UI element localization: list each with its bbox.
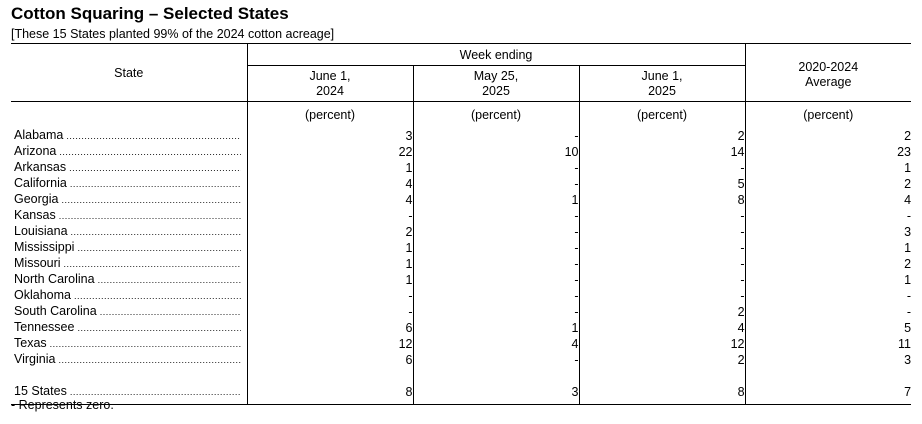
table-row [11, 240, 911, 256]
col-may-2025-header [413, 66, 579, 102]
dot-leader [58, 353, 240, 368]
value-cell: 2 [745, 128, 911, 144]
value-cell: 1 [745, 272, 911, 288]
col-june-2024-line-2: 2024 [316, 83, 344, 98]
state-name: 15 States [14, 384, 67, 398]
dot-leader [70, 177, 241, 192]
state-label-wrap [11, 240, 247, 256]
value-cell: 5 [745, 320, 911, 336]
table-row [11, 208, 911, 224]
value-cell: - [247, 208, 413, 224]
state-label-wrap [11, 304, 247, 320]
state-name: Arizona [14, 144, 57, 158]
state-name: Oklahoma [14, 288, 71, 302]
state-label-wrap [11, 144, 247, 160]
value-cell: 11 [745, 336, 911, 352]
col-june-2024-header [247, 66, 413, 102]
value-cell: - [579, 240, 745, 256]
value-cell: 4 [413, 336, 579, 352]
state-name: Georgia [14, 192, 59, 206]
page-title: Cotton Squaring – Selected States [11, 4, 289, 23]
state-label-wrap [11, 352, 247, 368]
state-cell [11, 352, 247, 368]
dot-leader [50, 337, 241, 352]
state-label-wrap [11, 160, 247, 176]
value-cell: 4 [247, 192, 413, 208]
value-cell: 1 [247, 160, 413, 176]
value-cell: 3 [247, 128, 413, 144]
state-name: Mississippi [14, 240, 75, 254]
state-cell [11, 304, 247, 320]
value-cell: 3 [413, 384, 579, 405]
state-name: North Carolina [14, 272, 95, 286]
value-cell: 14 [579, 144, 745, 160]
value-cell: 8 [247, 384, 413, 405]
page-subtitle: [These 15 States planted 99% of the 2024 cotton acreage] [11, 27, 335, 41]
table-row [11, 144, 911, 160]
value-cell: - [413, 240, 579, 256]
value-cell: - [413, 288, 579, 304]
spacer-cell [11, 368, 247, 384]
value-cell: 4 [579, 320, 745, 336]
col-may-2025-line-2: 2025 [482, 83, 510, 98]
value-cell: - [745, 304, 911, 320]
state-label-wrap [11, 336, 247, 352]
value-cell: - [579, 272, 745, 288]
value-cell: 7 [745, 384, 911, 405]
value-cell: - [413, 256, 579, 272]
value-cell: - [413, 352, 579, 368]
unit-cell: (percent) [413, 102, 579, 129]
state-label-wrap [11, 288, 247, 304]
value-cell: - [745, 288, 911, 304]
average-column-header [745, 44, 911, 102]
dot-leader [74, 289, 241, 304]
value-cell: - [413, 128, 579, 144]
average-header-line-2: Average [805, 74, 852, 89]
dot-leader [77, 241, 240, 256]
value-cell: - [579, 256, 745, 272]
state-label-wrap [11, 128, 247, 144]
state-cell [11, 272, 247, 288]
table-row [11, 304, 911, 320]
value-cell: 10 [413, 144, 579, 160]
table-row [11, 224, 911, 240]
value-cell: 1 [413, 192, 579, 208]
unit-cell: (percent) [579, 102, 745, 129]
dot-leader [66, 129, 240, 144]
value-cell: - [579, 160, 745, 176]
state-cell [11, 144, 247, 160]
value-cell: 4 [247, 176, 413, 192]
value-cell: - [413, 160, 579, 176]
dot-leader [59, 145, 240, 160]
dot-leader [77, 321, 240, 336]
state-cell [11, 336, 247, 352]
dot-leader [100, 305, 241, 320]
col-june-2024-line-1: June 1, [309, 68, 351, 83]
state-cell [11, 192, 247, 208]
state-cell [11, 256, 247, 272]
state-label-wrap [11, 272, 247, 288]
table-row [11, 288, 911, 304]
value-cell: 1 [247, 256, 413, 272]
table-row [11, 128, 911, 144]
dot-leader [59, 209, 241, 224]
spacer-cell [579, 368, 745, 384]
state-cell [11, 176, 247, 192]
state-label-wrap [11, 320, 247, 336]
state-cell [11, 160, 247, 176]
value-cell: - [413, 304, 579, 320]
value-cell: 12 [247, 336, 413, 352]
state-label-wrap [11, 192, 247, 208]
dot-leader [71, 225, 241, 240]
value-cell: 2 [745, 256, 911, 272]
value-cell: - [413, 208, 579, 224]
state-cell [11, 128, 247, 144]
table-row [11, 256, 911, 272]
value-cell: 8 [579, 384, 745, 405]
value-cell: 4 [745, 192, 911, 208]
state-name: Arkansas [14, 160, 67, 174]
value-cell: - [413, 272, 579, 288]
col-june-2025-header [579, 66, 745, 102]
value-cell: 22 [247, 144, 413, 160]
average-header-line-1: 2020-2024 [798, 59, 859, 74]
state-name: Texas [14, 336, 47, 350]
unit-row [11, 102, 911, 129]
table-row [11, 192, 911, 208]
dot-leader [98, 273, 241, 288]
state-name: Louisiana [14, 224, 68, 238]
state-label-wrap [11, 176, 247, 192]
value-cell: 12 [579, 336, 745, 352]
state-cell [11, 320, 247, 336]
value-cell: 2 [247, 224, 413, 240]
state-name: California [14, 176, 67, 190]
squaring-table [11, 43, 911, 405]
state-name: Virginia [14, 352, 56, 366]
table-row [11, 272, 911, 288]
state-name: Kansas [14, 208, 56, 222]
state-name: Tennessee [14, 320, 75, 334]
col-june-2025-line-2: 2025 [648, 83, 676, 98]
value-cell: 5 [579, 176, 745, 192]
col-june-2025-line-1: June 1, [641, 68, 683, 83]
state-name: Missouri [14, 256, 61, 270]
table-row [11, 320, 911, 336]
value-cell: - [247, 288, 413, 304]
spacer-cell [413, 368, 579, 384]
state-cell [11, 240, 247, 256]
value-cell: 2 [579, 352, 745, 368]
value-cell: 1 [745, 160, 911, 176]
table-row [11, 160, 911, 176]
value-cell: 6 [247, 320, 413, 336]
state-name: Alabama [14, 128, 64, 142]
value-cell: - [579, 208, 745, 224]
value-cell: 2 [579, 128, 745, 144]
state-label-wrap [11, 256, 247, 272]
state-cell [11, 288, 247, 304]
value-cell: - [247, 304, 413, 320]
value-cell: 8 [579, 192, 745, 208]
value-cell: - [579, 288, 745, 304]
value-cell: 23 [745, 144, 911, 160]
value-cell: - [745, 208, 911, 224]
spacer-cell [247, 368, 413, 384]
value-cell: 1 [247, 240, 413, 256]
value-cell: - [579, 224, 745, 240]
table-row [11, 176, 911, 192]
total-row [11, 384, 911, 405]
state-name: South Carolina [14, 304, 97, 318]
value-cell: 6 [247, 352, 413, 368]
dot-leader [64, 257, 241, 272]
state-column-header: State [11, 44, 247, 102]
col-may-2025-line-1: May 25, [473, 68, 519, 83]
dot-leader [69, 161, 240, 176]
table-row [11, 336, 911, 352]
spacer-row [11, 368, 911, 384]
state-cell [11, 224, 247, 240]
table-row [11, 352, 911, 368]
footnote: - Represents zero. [11, 398, 114, 412]
value-cell: 3 [745, 224, 911, 240]
unit-cell-state [11, 102, 247, 129]
value-cell: - [413, 224, 579, 240]
state-label-wrap [11, 224, 247, 240]
value-cell: 1 [745, 240, 911, 256]
unit-cell: (percent) [247, 102, 413, 129]
value-cell: 2 [579, 304, 745, 320]
unit-cell: (percent) [745, 102, 911, 129]
dot-leader [61, 193, 240, 208]
spacer-cell [745, 368, 911, 384]
value-cell: 1 [247, 272, 413, 288]
value-cell: 1 [413, 320, 579, 336]
state-label-wrap [11, 208, 247, 224]
week-ending-header: Week ending [247, 44, 745, 66]
value-cell: 2 [745, 176, 911, 192]
value-cell: - [413, 176, 579, 192]
value-cell: 3 [745, 352, 911, 368]
state-cell [11, 208, 247, 224]
